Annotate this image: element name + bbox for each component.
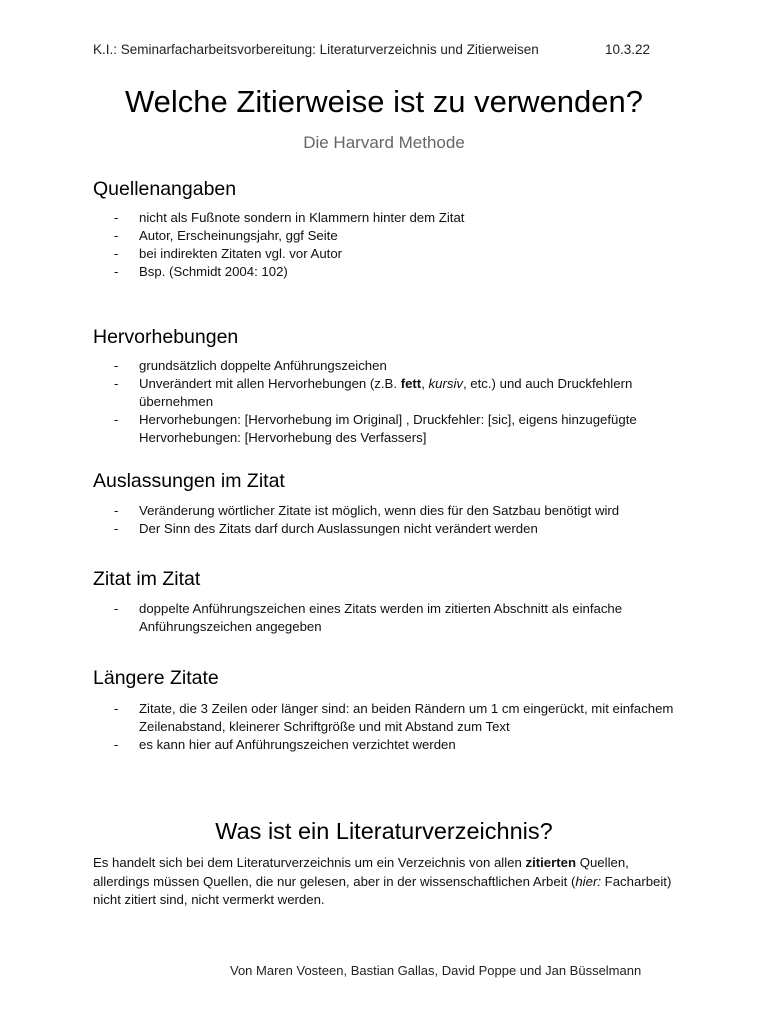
bullet-list <box>93 209 693 281</box>
page-subtitle: Die Harvard Methode <box>303 133 465 152</box>
page-title: Welche Zitierweise ist zu verwenden? <box>124 84 644 119</box>
list-item: - bei indirekten Zitaten vgl. vor Autor <box>114 246 343 261</box>
list-item: - es kann hier auf Anführungszeichen verzichtet werden <box>114 737 456 752</box>
bullet-list <box>93 357 693 447</box>
list-item: - Autor, Erscheinungsjahr, ggf Seite <box>114 228 338 243</box>
list-item: - Bsp. (Schmidt 2004: 102) <box>114 264 288 279</box>
bullet-list <box>93 700 693 754</box>
section-hervorhebungen <box>93 326 693 447</box>
section-heading: Längere Zitate <box>93 667 219 689</box>
section-heading: Auslassungen im Zitat <box>93 470 285 492</box>
bullet-list <box>93 600 693 636</box>
bullet-list <box>93 502 693 538</box>
section-heading-literaturverzeichnis: Was ist ein Literaturverzeichnis? <box>215 818 553 844</box>
section-zitat-im-zitat <box>93 568 693 636</box>
section-heading: Quellenangaben <box>93 178 237 200</box>
header-course-title: K.I.: Seminarfacharbeitsvorbereitung: Literaturverzeichnis und Zitierweisen <box>93 42 539 57</box>
header-date: 10.3.22 <box>605 42 651 57</box>
literaturverzeichnis-paragraph: Es handelt sich bei dem Literaturverzeichnis um ein Verzeichnis von allen zitierten Quellen, allerdings müssen Quellen, die nur gelesen, aber in der wissenschaftlichen Arbeit (hier: Facharbeit) nicht zitiert sind, nicht vermerkt werden. <box>93 855 672 907</box>
list-item: - Hervorhebungen: [Hervorhebung im Original] , Druckfehler: [sic], eigens hinzugefügte Hervorhebungen: [Hervorhebung des Verfassers] <box>114 412 637 445</box>
list-item: - doppelte Anführungszeichen eines Zitats werden im zitierten Abschnitt als einfache Anführungszeichen angegeben <box>114 601 623 634</box>
section-quellenangaben <box>93 178 693 281</box>
list-item: - nicht als Fußnote sondern in Klammern hinter dem Zitat <box>114 210 465 225</box>
list-item: - Unverändert mit allen Hervorhebungen (z.B. fett, kursiv, etc.) und auch Druckfehlern übernehmen <box>114 376 633 409</box>
list-item: - Zitate, die 3 Zeilen oder länger sind: an beiden Rändern um 1 cm eingerückt, mit einfachem Zeilenabstand, kleinerer Schriftgröße und mit Abstand zum Text <box>114 701 674 734</box>
section-auslassungen <box>93 470 693 538</box>
section-heading: Hervorhebungen <box>93 326 239 348</box>
list-item: - grundsätzlich doppelte Anführungszeichen <box>114 358 387 373</box>
list-item: - Der Sinn des Zitats darf durch Auslassungen nicht verändert werden <box>114 521 538 536</box>
authors-footer: Von Maren Vosteen, Bastian Gallas, David Poppe und Jan Büsselmann <box>230 963 642 978</box>
section-heading: Zitat im Zitat <box>93 568 201 590</box>
section-laengere-zitate <box>93 667 693 754</box>
list-item: - Veränderung wörtlicher Zitate ist möglich, wenn dies für den Satzbau benötigt wird <box>114 503 620 518</box>
